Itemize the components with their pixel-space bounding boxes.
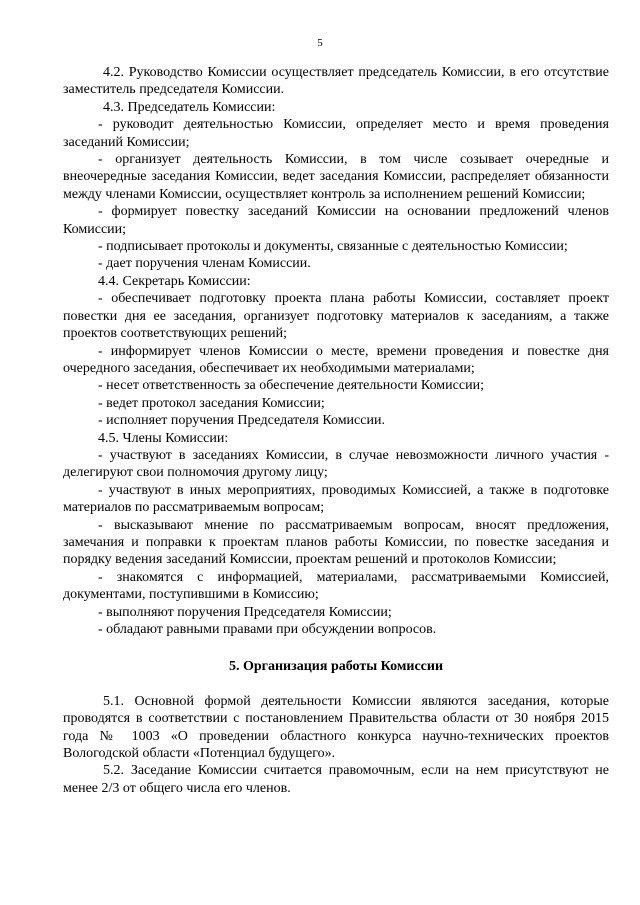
section-heading: 5. Организация работы Комиссии [228,659,444,675]
paragraph: - подписывает протоколы и документы, связанные с деятельностью Комиссии; [98,239,568,255]
paragraph: - высказывают мнение по рассматриваемым вопросам, вносят предложения, замечания и поправки к проектам планов работы Комиссии, по повестке заседания и порядку ведения заседаний Комиссии, проектам решений и протоколов Комиссии; [63,517,609,568]
paragraph: 5.1. Основной формой деятельности Комиссии являются заседания, которые проводятся в соответствии с постановлением Правительства области от 30 ноября 2015 года № 1003 «О проведении областного конкурса научно-технических проектов Вологодской области «Потенциал будущего». [63,693,609,762]
paragraph: - знакомятся с информацией, материалами, рассматриваемыми Комиссией, документами, поступившими в Комиссию; [63,569,609,603]
section-4-text [63,64,609,638]
paragraph: 4.5. Члены Комиссии: [98,430,229,446]
section-5-text [63,693,609,797]
paragraph: 4.2. Руководство Комиссии осуществляет председатель Комиссии, в его отсутствие заместитель председателя Комиссии. [63,65,609,98]
paragraph: - участвуют в заседаниях Комиссии, в случае невозможности личного участия - делегируют свои полномочия другому лицу; [63,447,609,481]
paragraph: - информирует членов Комиссии о месте, времени проведения и повестке дня очередного заседания, обеспечивает их необходимыми материалами; [63,343,609,376]
paragraph: - обладают равными правами при обсуждении вопросов. [98,622,437,637]
paragraph: 5.2. Заседание Комиссии считается правомочным, если на нем присутствуют не менее 2/3 от общего числа его членов. [63,763,609,796]
paragraph: - выполняют поручения Председателя Комиссии; [98,604,392,620]
paragraph: 4.3. Председатель Комиссии: [103,99,276,115]
paragraph: - ведет протокол заседания Комиссии; [98,395,325,411]
paragraph: - обеспечивает подготовку проекта плана работы Комиссии, составляет проект повестки дня ее заседания, организует подготовку материалов к заседаниям, а также проектов соответствующих решений; [63,291,609,342]
paragraph: - руководит деятельностью Комиссии, определяет место и время проведения заседаний Комиссии; [63,117,609,150]
paragraph: - участвуют в иных мероприятиях, проводимых Комиссией, а также в подготовке материалов по рассматриваемым вопросам; [63,482,609,516]
paragraph: - формирует повестку заседаний Комиссии на основании предложений членов Комиссии; [63,204,609,237]
paragraph: - дает поручения членам Комиссии. [98,256,311,272]
paragraph: - несет ответственность за обеспечение деятельности Комиссии; [98,378,484,394]
page-number: 5 [317,37,323,49]
paragraph: - исполняет поручения Председателя Комиссии. [98,413,385,429]
paragraph: - организует деятельность Комиссии, в том числе созывает очередные и внеочередные заседания Комиссии, ведет заседания Комиссии, распределяет обязанности между членами Комиссии, осуществляет контроль за исполнением решений Комиссии; [63,152,609,202]
document-body [63,64,609,797]
paragraph: 4.4. Секретарь Комиссии: [98,273,251,289]
